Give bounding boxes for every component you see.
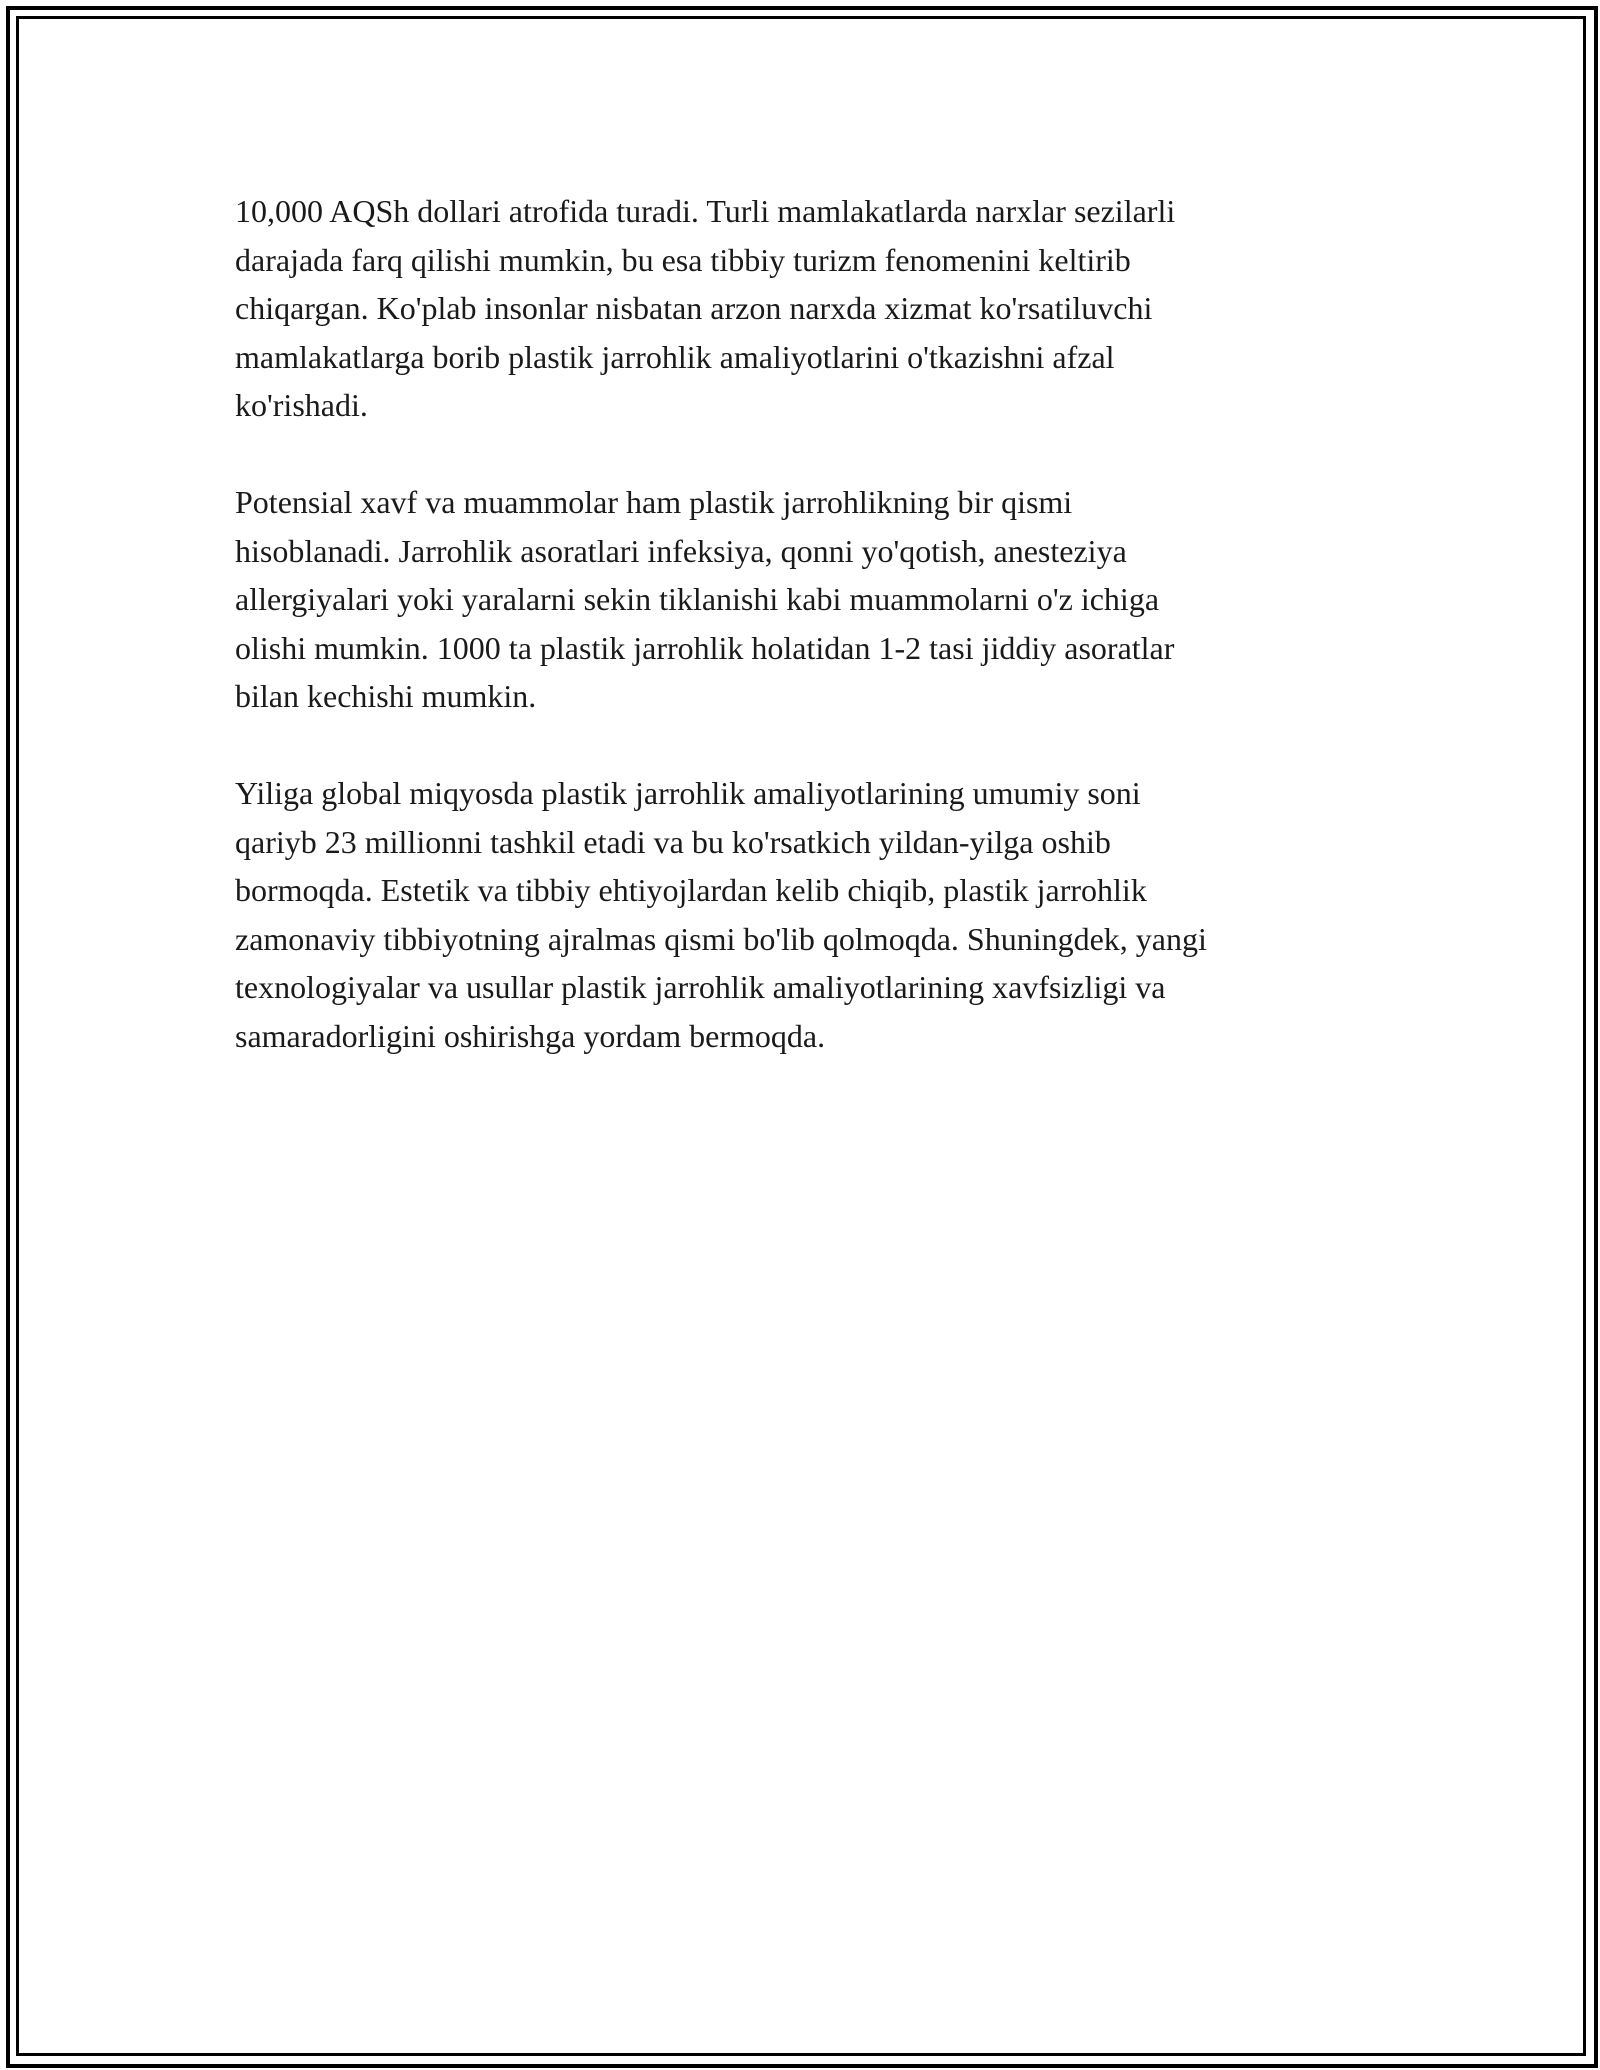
- document-body: [235, 187, 1370, 1109]
- paragraph-statistics: Yiliga global miqyosda plastik jarrohlik amaliyotlarining umumiy soni qariyb 23 millionni tashkil etadi va bu ko'rsatkich yildan-yilga oshib bormoqda. Estetik va tibbiy ehtiyojlardan kelib chiqib, plastik jarrohlik zamonaviy tibbiyotning ajralmas qismi bo'lib qolmoqda. Shuningdek, yangi texnologiyalar va usullar plastik jarrohlik amaliyotlarining xavfsizligi va samaradorligini oshirishga yordam bermoqda.: [235, 775, 1207, 1054]
- paragraph-cost: 10,000 AQSh dollari atrofida turadi. Turli mamlakatlarda narxlar sezilarli darajada farq qilishi mumkin, bu esa tibbiy turizm fenomenini keltirib chiqargan. Ko'plab insonlar nisbatan arzon narxda xizmat ko'rsatiluvchi mamlakatlarga borib plastik jarrohlik amaliyotlarini o'tkazishni afzal ko'rishadi.: [235, 193, 1176, 423]
- paragraph-risks: Potensial xavf va muammolar ham plastik jarrohlikning bir qismi hisoblanadi. Jarrohlik asoratlari infeksiya, qonni yo'qotish, anesteziya allergiyalari yoki yaralarni sekin tiklanishi kabi muammolarni o'z ichiga olishi mumkin. 1000 ta plastik jarrohlik holatidan 1-2 tasi jiddiy asoratlar bilan kechishi mumkin.: [235, 484, 1175, 714]
